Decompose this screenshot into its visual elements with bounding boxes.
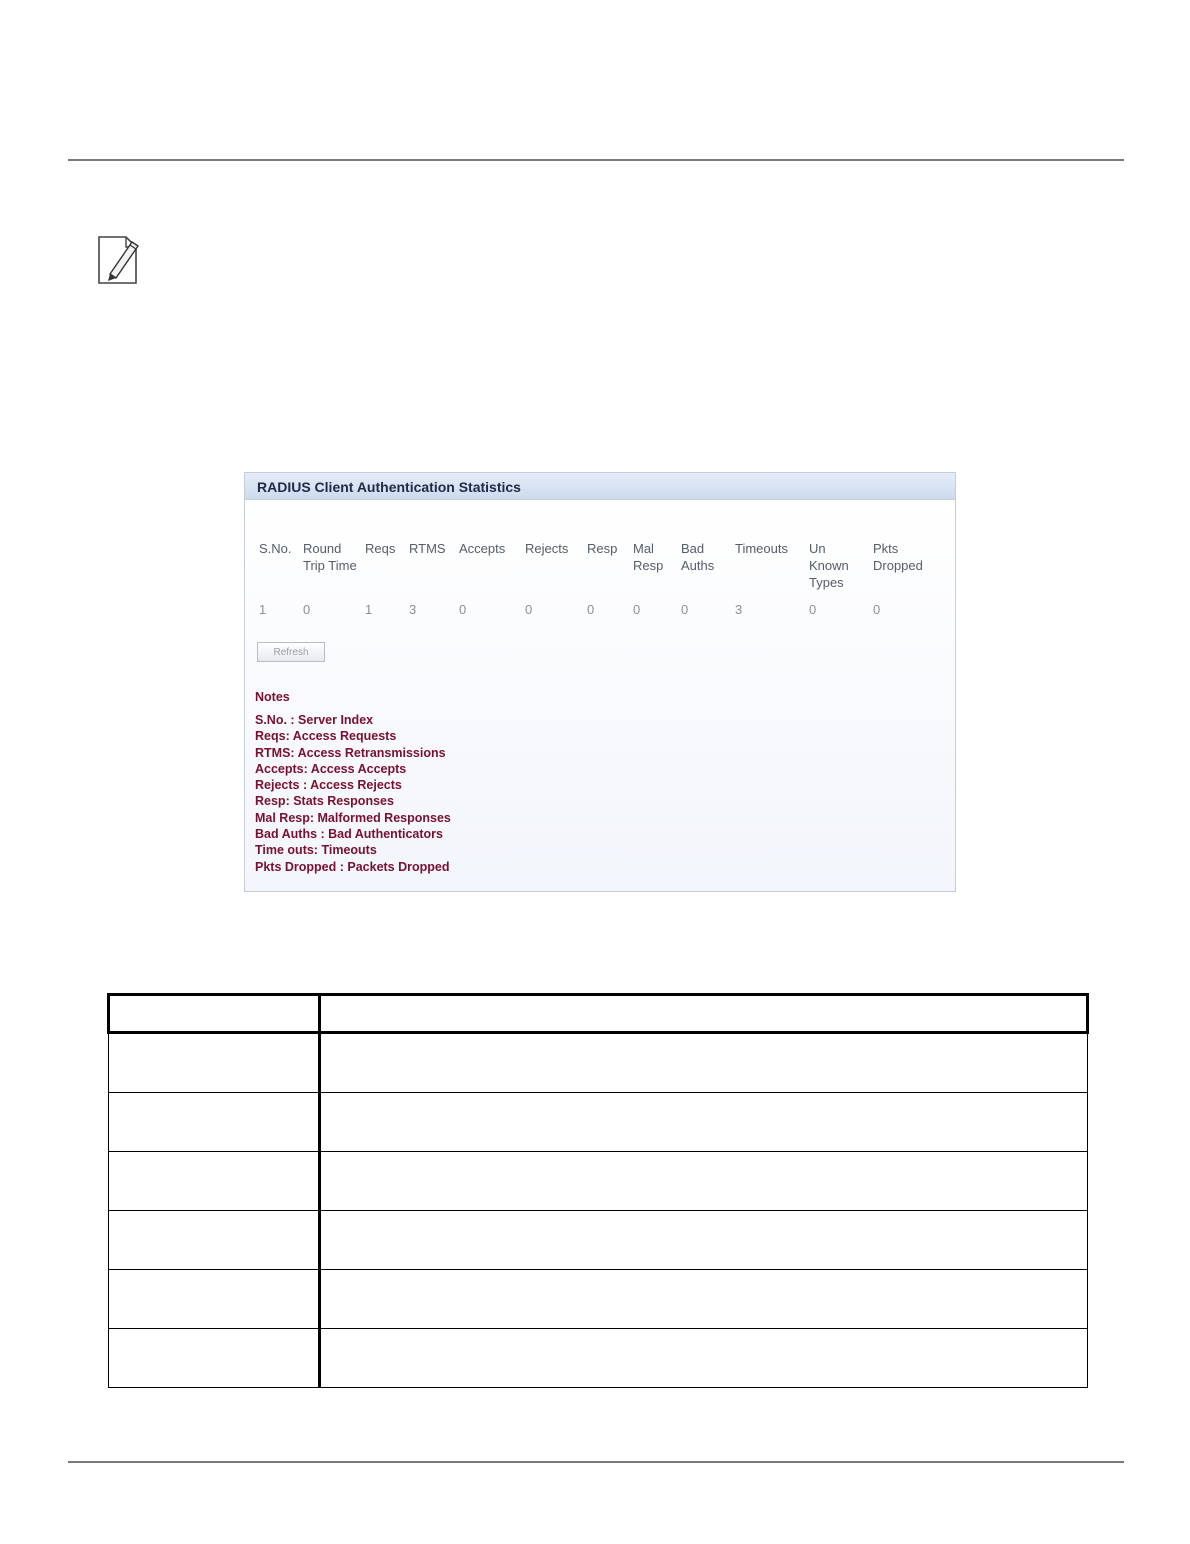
note-pencil-icon — [96, 228, 144, 286]
col-rtms: RTMS — [409, 541, 446, 556]
table-cell — [109, 1093, 320, 1152]
table-row — [109, 1270, 1088, 1329]
table-cell — [109, 1152, 320, 1211]
table-row — [109, 1033, 1088, 1093]
cell-unknown-types: 0 — [809, 602, 817, 617]
note-item: Accepts: Access Accepts — [255, 761, 407, 776]
cell-round-trip-time: 0 — [303, 602, 311, 617]
stats-table — [259, 540, 937, 618]
note-item: Bad Auths : Bad Authenticators — [255, 827, 443, 842]
note-item: Reqs: Access Requests — [255, 729, 397, 744]
table-cell — [109, 1033, 320, 1093]
header-cell-parameter — [109, 995, 320, 1033]
col-reqs: Reqs — [365, 541, 396, 556]
cell-rejects: 0 — [525, 602, 533, 617]
table-cell — [320, 1211, 1088, 1270]
col-mal-resp: Mal Resp — [633, 541, 664, 573]
footer-rule — [68, 1461, 1124, 1463]
col-unknown-types: Un Known Types — [809, 541, 849, 590]
cell-timeouts: 3 — [735, 602, 743, 617]
panel-title: RADIUS Client Authentication Statistics — [257, 479, 521, 495]
panel-header — [245, 473, 955, 500]
table-row — [109, 1093, 1088, 1152]
note-item: S.No. : Server Index — [255, 713, 374, 727]
col-sno: S.No. — [259, 541, 292, 556]
cell-mal-resp: 0 — [633, 602, 641, 617]
note-item: Time outs: Timeouts — [255, 843, 377, 858]
panel-body — [245, 500, 955, 891]
cell-sno: 1 — [259, 602, 267, 617]
note-item: Pkts Dropped : Packets Dropped — [255, 859, 450, 874]
table-cell — [320, 1329, 1088, 1388]
cell-resp: 0 — [587, 602, 595, 617]
note-item: RTMS: Access Retransmissions — [255, 745, 446, 760]
notes-section — [255, 690, 451, 875]
col-bad-auths: Bad Auths — [681, 541, 715, 573]
col-rejects: Rejects — [525, 541, 569, 556]
table-cell — [320, 1270, 1088, 1329]
refresh-button[interactable]: Refresh — [257, 642, 325, 662]
header-cell-description — [320, 995, 1088, 1033]
cell-accepts: 0 — [459, 602, 467, 617]
cell-bad-auths: 0 — [681, 602, 689, 617]
table-row — [109, 1329, 1088, 1388]
table-row — [259, 591, 937, 618]
table-cell — [320, 1093, 1088, 1152]
col-timeouts: Timeouts — [735, 541, 788, 556]
notes-heading: Notes — [255, 690, 290, 704]
cell-rtms: 3 — [409, 602, 417, 617]
parameter-table — [107, 993, 1089, 1388]
table-cell — [109, 1329, 320, 1388]
col-resp: Resp — [587, 541, 618, 556]
table-cell — [320, 1033, 1088, 1093]
cell-reqs: 1 — [365, 602, 373, 617]
table-cell — [109, 1270, 320, 1329]
table-header-row — [109, 995, 1088, 1033]
col-round-trip-time: Round Trip Time — [303, 541, 357, 573]
col-pkts-dropped: Pkts Dropped — [873, 541, 923, 573]
radius-stats-panel — [244, 472, 956, 892]
table-cell — [109, 1211, 320, 1270]
header-rule — [68, 159, 1124, 161]
table-row — [109, 1211, 1088, 1270]
table-cell — [320, 1152, 1088, 1211]
note-item: Rejects : Access Rejects — [255, 778, 402, 793]
col-accepts: Accepts — [459, 541, 506, 556]
table-row — [109, 1152, 1088, 1211]
cell-pkts-dropped: 0 — [873, 602, 881, 617]
note-item: Resp: Stats Responses — [255, 794, 394, 809]
note-item: Mal Resp: Malformed Responses — [255, 810, 451, 825]
